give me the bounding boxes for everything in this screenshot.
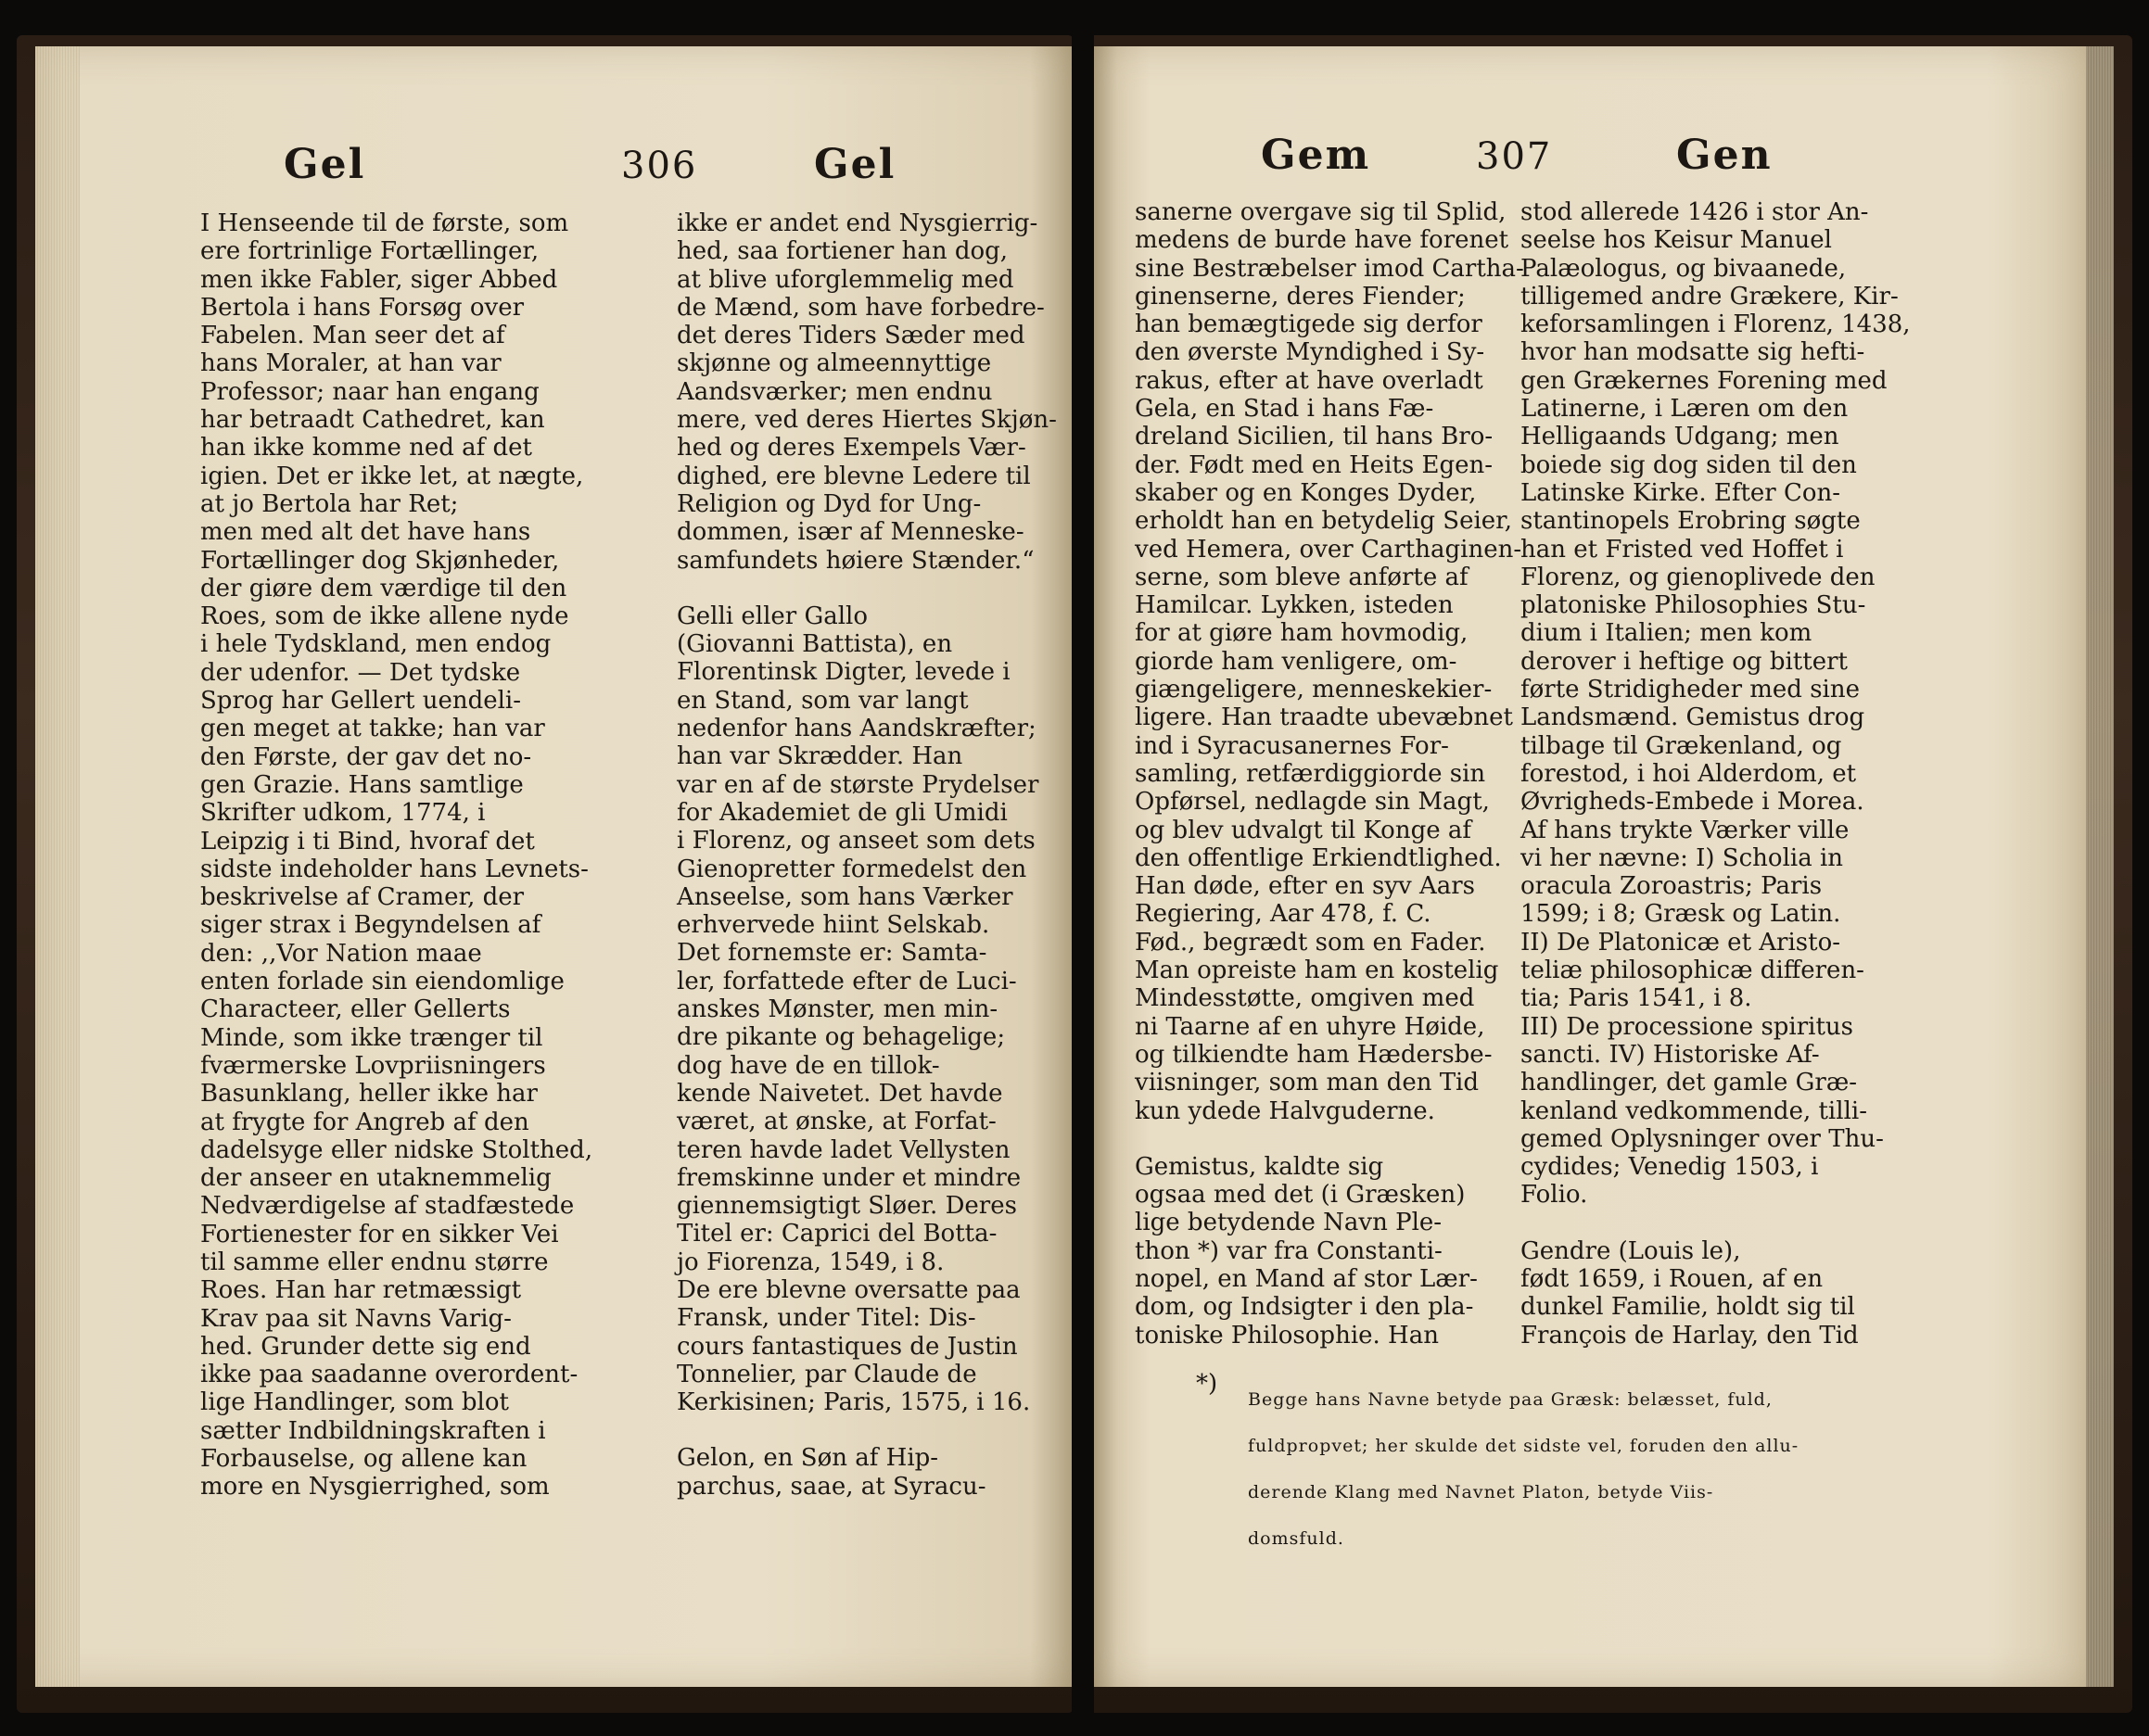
left-page-header xyxy=(284,141,365,188)
text-line: teren havde ladet Vellysten xyxy=(677,1135,1011,1164)
text-line: Folio. xyxy=(1520,1181,1588,1210)
text-line: Roes, som de ikke allene nyde xyxy=(200,602,569,631)
text-line: født 1659, i Rouen, af en xyxy=(1520,1264,1824,1293)
text-line: rakus, efter at have overladt xyxy=(1135,366,1483,395)
text-line: Kerkisinen; Paris, 1575, i 16. xyxy=(677,1388,1031,1417)
text-line: I Henseende til de første, som xyxy=(200,209,569,237)
text-line: Forbauselse, og allene kan xyxy=(200,1445,528,1474)
text-line: Palæologus, og bivaanede, xyxy=(1520,254,1847,283)
text-line: cydides; Venedig 1503, i xyxy=(1520,1153,1819,1182)
text-line: samling, retfærdiggiorde sin xyxy=(1135,759,1486,788)
text-line: Gemistus, kaldte sig xyxy=(1135,1152,1384,1181)
text-line: medens de burde have forenet xyxy=(1135,226,1509,255)
text-line: der udenfor. — Det tydske xyxy=(200,658,521,687)
text-line: Af hans trykte Værker ville xyxy=(1520,816,1850,844)
text-line: 1599; i 8; Græsk og Latin. xyxy=(1520,900,1841,929)
text-line: sancti. IV) Historiske Af- xyxy=(1520,1040,1820,1069)
text-line: gen Grækernes Forening med xyxy=(1520,366,1888,395)
text-line: forestod, i hoi Alderdom, et xyxy=(1520,759,1857,788)
text-line: enten forlade sin eiendomlige xyxy=(200,968,565,996)
left-header-left-word: Gel xyxy=(284,141,366,188)
text-line: lige Handlinger, som blot xyxy=(200,1388,509,1417)
text-line: skaber og en Konges Dyder, xyxy=(1135,478,1477,507)
text-line: François de Harlay, den Tid xyxy=(1520,1321,1859,1350)
text-line: Gelon, en Søn af Hip- xyxy=(677,1444,939,1473)
text-line: Florentinsk Digter, levede i xyxy=(677,658,1011,687)
text-line: III) De processione spiritus xyxy=(1520,1012,1854,1041)
text-line: i Florenz, og anseet som dets xyxy=(677,827,1036,855)
text-line: og blev udvalgt til Konge af xyxy=(1135,816,1471,844)
text-line: II) De Platonicæ et Aristo- xyxy=(1520,928,1841,957)
text-line: Gela, en Stad i hans Fæ- xyxy=(1135,395,1434,424)
text-line: domsfuld. xyxy=(1248,1528,1344,1549)
text-line: hvor han modsatte sig hefti- xyxy=(1520,338,1865,367)
text-line: der anseer en utaknemmelig xyxy=(200,1164,552,1193)
text-line: anskes Mønster, men min- xyxy=(677,995,998,1024)
text-line: fværmerske Lovpriisningers xyxy=(200,1051,546,1080)
text-line: oracula Zoroastris; Paris xyxy=(1520,872,1823,901)
text-line: jo Fiorenza, 1549, i 8. xyxy=(677,1248,945,1276)
text-line xyxy=(677,575,1057,602)
text-line: at blive uforglemmelig med xyxy=(677,265,1014,294)
text-line: sidste indeholder hans Levnets- xyxy=(200,855,589,883)
text-line: fuldpropvet; her skulde det sidste vel, foruden den allu- xyxy=(1248,1436,1799,1456)
text-line: ogsaa med det (i Græsken) xyxy=(1135,1181,1466,1210)
text-line: Fortællinger dog Skjønheder, xyxy=(200,546,560,575)
text-line: Mindesstøtte, omgiven med xyxy=(1135,984,1475,1013)
text-line: dadelsyge eller nidske Stolthed, xyxy=(200,1135,593,1164)
text-line: dighed, ere blevne Ledere til xyxy=(677,462,1031,490)
text-line: Florenz, og gienoplivede den xyxy=(1520,563,1876,591)
text-line: den øverste Myndighed i Sy- xyxy=(1135,338,1485,367)
right-page-edges xyxy=(2086,46,2114,1687)
text-line xyxy=(1135,1125,1524,1153)
text-line: i hele Tydskland, men endog xyxy=(200,630,552,659)
text-line: var en af de største Prydelser xyxy=(677,770,1039,799)
text-line: Aandsværker; men endnu xyxy=(677,377,993,406)
text-line: den: ,,Vor Nation maae xyxy=(200,939,482,968)
text-line: parchus, saae, at Syracu- xyxy=(677,1472,986,1501)
text-line: Sprog har Gellert uendeli- xyxy=(200,687,522,716)
text-line: more en Nysgierrighed, som xyxy=(200,1473,550,1502)
text-line: Leipzig i ti Bind, hvoraf det xyxy=(200,827,535,855)
text-line: boiede sig dog siden til den xyxy=(1520,450,1857,479)
text-line: ginenserne, deres Fiender; xyxy=(1135,282,1466,310)
text-line: han et Fristed ved Hoffet i xyxy=(1520,535,1844,564)
text-line: der. Født med en Heits Egen- xyxy=(1135,450,1494,479)
text-line: været, at ønske, at Forfat- xyxy=(677,1108,997,1136)
text-line: han ikke komme ned af det xyxy=(200,434,533,463)
text-line: Gienopretter formedelst den xyxy=(677,855,1027,883)
text-line: viisninger, som man den Tid xyxy=(1135,1069,1480,1097)
text-line: Minde, som ikke trænger til xyxy=(200,1023,543,1052)
text-line: Fabelen. Man seer det af xyxy=(200,322,505,350)
text-line: (Giovanni Battista), en xyxy=(677,630,953,659)
text-line: stod allerede 1426 i stor An- xyxy=(1520,198,1869,226)
text-line: samfundets høiere Stænder.“ xyxy=(677,546,1035,575)
text-line: den Første, der gav det no- xyxy=(200,742,532,771)
text-line: Krav paa sit Navns Varig- xyxy=(200,1304,512,1333)
text-line: Titel er: Caprici del Botta- xyxy=(677,1220,998,1248)
text-line: dunkel Familie, holdt sig til xyxy=(1520,1293,1855,1322)
text-line: har betraadt Cathedret, kan xyxy=(200,406,545,435)
text-line: Fransk, under Titel: Dis- xyxy=(677,1304,976,1333)
right-header-right-wrap xyxy=(1676,132,1773,179)
text-line: tilbage til Grækenland, og xyxy=(1520,731,1842,760)
text-line: Anseelse, som hans Værker xyxy=(677,882,1013,911)
text-line: serne, som bleve anførte af xyxy=(1135,563,1469,591)
text-line: hed og deres Exempels Vær- xyxy=(677,434,1026,463)
text-line xyxy=(677,1416,1057,1444)
right-page-column-1 xyxy=(1135,198,1524,1350)
text-line: platoniske Philosophies Stu- xyxy=(1520,591,1866,620)
text-line: keforsamlingen i Florenz, 1438, xyxy=(1520,310,1911,339)
text-line: men med alt det have hans xyxy=(200,518,531,547)
text-line: kende Naivetet. Det havde xyxy=(677,1079,1003,1108)
text-line: han var Skrædder. Han xyxy=(677,742,963,771)
text-line: dom, og Indsigter i den pla- xyxy=(1135,1293,1474,1322)
text-line: Gelli eller Gallo xyxy=(677,602,869,630)
text-line: dommen, især af Menneske- xyxy=(677,518,1024,547)
text-line: hed, saa fortiener han dog, xyxy=(677,237,1009,266)
text-line: det deres Tiders Sæder med xyxy=(677,322,1025,350)
text-line: Professor; naar han engang xyxy=(200,377,540,406)
text-line: dreland Sicilien, til hans Bro- xyxy=(1135,423,1494,451)
text-line: Nedværdigelse af stadfæstede xyxy=(200,1192,575,1221)
right-header-left-wrap xyxy=(1261,132,1370,179)
left-page-column-2 xyxy=(677,209,1057,1501)
left-page-column-1 xyxy=(200,209,592,1502)
text-line: Opførsel, nedlagde sin Magt, xyxy=(1135,788,1490,817)
text-line: dre pikante og behagelige; xyxy=(677,1023,1006,1052)
text-line: toniske Philosophie. Han xyxy=(1135,1321,1439,1350)
text-line: Skrifter udkom, 1774, i xyxy=(200,799,486,828)
text-line: skjønne og almeennyttige xyxy=(677,349,992,378)
left-header-right-wrap xyxy=(814,141,896,188)
text-line: ved Hemera, over Carthaginen- xyxy=(1135,535,1522,564)
text-line: at jo Bertola har Ret; xyxy=(200,489,459,518)
text-line: Begge hans Navne betyde paa Græsk: belæsset, fuld, xyxy=(1248,1389,1773,1410)
text-line: den offentlige Erkiendtlighed. xyxy=(1135,843,1502,872)
right-page-column-2 xyxy=(1520,198,1911,1350)
text-line: men ikke Fabler, siger Abbed xyxy=(200,265,558,294)
text-line: sanerne overgave sig til Splid, xyxy=(1135,198,1507,226)
text-line: for Akademiet de gli Umidi xyxy=(677,798,1008,827)
text-line: Bertola i hans Forsøg over xyxy=(200,293,525,322)
text-line: kenland vedkommende, tilli- xyxy=(1520,1096,1867,1125)
text-line: Regiering, Aar 478, f. C. xyxy=(1135,900,1431,929)
text-line: derover i heftige og bittert xyxy=(1520,647,1848,676)
page-number-307: 307 xyxy=(1476,135,1553,178)
text-line: dog have de en tillok- xyxy=(677,1051,940,1080)
text-line: Hamilcar. Lykken, isteden xyxy=(1135,591,1454,620)
text-line: Roes. Han har retmæssigt xyxy=(200,1276,522,1305)
text-line: Religion og Dyd for Ung- xyxy=(677,489,982,518)
text-line: sætter Indbildningskraften i xyxy=(200,1416,546,1445)
text-line: Landsmænd. Gemistus drog xyxy=(1520,703,1865,732)
text-line: gemed Oplysninger over Thu- xyxy=(1520,1124,1884,1153)
text-line: erhvervede hiint Selskab. xyxy=(677,911,990,940)
text-line: cours fantastiques de Justin xyxy=(677,1332,1018,1361)
text-line xyxy=(1520,1210,1911,1237)
right-header-left-word: Gem xyxy=(1261,132,1371,179)
text-line: en Stand, som var langt xyxy=(677,686,969,715)
text-line: stantinopels Erobring søgte xyxy=(1520,507,1861,536)
text-line: til samme eller endnu større xyxy=(200,1248,549,1276)
text-line: de Mænd, som have forbedre- xyxy=(677,293,1045,322)
page-number-306: 306 xyxy=(621,145,698,187)
text-line: Fortienester for en sikker Vei xyxy=(200,1220,559,1248)
text-line: mere, ved deres Hiertes Skjøn- xyxy=(677,406,1057,435)
text-line: derende Klang med Navnet Platon, betyde Viis- xyxy=(1248,1482,1714,1502)
text-line: ikke paa saadanne overordent- xyxy=(200,1361,579,1389)
text-line: at frygte for Angreb af den xyxy=(200,1108,529,1136)
right-page-number-wrap xyxy=(1476,135,1552,178)
left-page-number-wrap xyxy=(621,145,697,187)
text-line: ind i Syracusanernes For- xyxy=(1135,731,1449,760)
text-line: giængeligere, menneskekier- xyxy=(1135,676,1493,704)
text-line: ligere. Han traadte ubevæbnet xyxy=(1135,703,1513,732)
left-page-edges xyxy=(35,46,80,1687)
text-line: hed. Grunder dette sig end xyxy=(200,1332,531,1361)
text-line: giorde ham venligere, om- xyxy=(1135,647,1457,676)
text-line: ler, forfattede efter de Luci- xyxy=(677,967,1017,995)
left-page xyxy=(35,46,1072,1687)
left-header-right-word: Gel xyxy=(814,141,896,188)
text-line: ikke er andet end Nysgierrig- xyxy=(677,209,1038,237)
text-line: tilligemed andre Grækere, Kir- xyxy=(1520,282,1899,310)
text-line: fremskinne under et mindre xyxy=(677,1163,1022,1192)
text-line: seelse hos Keisur Manuel xyxy=(1520,226,1832,255)
text-line: nopel, en Mand af stor Lær- xyxy=(1135,1264,1478,1293)
text-line: Gendre (Louis le), xyxy=(1520,1236,1741,1265)
text-line: giennemsigtigt Sløer. Deres xyxy=(677,1192,1017,1221)
text-line: beskrivelse af Cramer, der xyxy=(200,883,525,912)
footnote-mark: *) xyxy=(1196,1370,1218,1398)
text-line: handlinger, det gamle Græ- xyxy=(1520,1069,1858,1097)
text-line: nedenfor hans Aandskræfter; xyxy=(677,715,1036,743)
text-line: dium i Italien; men kom xyxy=(1520,619,1812,648)
text-line: Han døde, efter en syv Aars xyxy=(1135,872,1476,901)
text-line: Fød., begrædt som en Fader. xyxy=(1135,928,1486,957)
text-line: der giøre dem værdige til den xyxy=(200,574,567,602)
text-line: Man opreiste ham en kostelig xyxy=(1135,957,1499,985)
text-line: ni Taarne af en uhyre Høide, xyxy=(1135,1012,1485,1041)
spread-gutter xyxy=(1072,0,1094,1736)
right-page xyxy=(1094,46,2086,1687)
text-line: sine Bestræbelser imod Cartha- xyxy=(1135,254,1524,283)
text-line: kun ydede Halvguderne. xyxy=(1135,1096,1435,1125)
text-line: teliæ philosophicæ differen- xyxy=(1520,957,1864,985)
text-line: Basunklang, heller ikke har xyxy=(200,1080,538,1109)
right-header-right-word: Gen xyxy=(1676,132,1773,179)
text-line: erholdt han en betydelig Seier, xyxy=(1135,507,1513,536)
text-line: han bemægtigede sig derfor xyxy=(1135,310,1482,339)
text-line: siger strax i Begyndelsen af xyxy=(200,911,541,940)
text-line: hans Moraler, at han var xyxy=(200,349,502,378)
text-line: De ere blevne oversatte paa xyxy=(677,1275,1021,1304)
text-line: Øvrigheds-Embede i Morea. xyxy=(1520,788,1864,817)
text-line: thon *) var fra Constanti- xyxy=(1135,1236,1443,1265)
text-line: førte Stridigheder med sine xyxy=(1520,676,1861,704)
text-line: igien. Det er ikke let, at nægte, xyxy=(200,462,584,490)
text-line: Det fornemste er: Samta- xyxy=(677,939,987,968)
text-line: for at giøre ham hovmodig, xyxy=(1135,619,1469,648)
text-line: Latinerne, i Læren om den xyxy=(1520,395,1849,424)
footnote xyxy=(1248,1368,1799,1571)
text-line: gen Grazie. Hans samtlige xyxy=(200,770,524,799)
text-line: lige betydende Navn Ple- xyxy=(1135,1209,1443,1237)
text-line: og tilkiendte ham Hædersbe- xyxy=(1135,1040,1493,1069)
text-line: gen meget at takke; han var xyxy=(200,715,545,743)
text-line: Characteer, eller Gellerts xyxy=(200,995,511,1024)
text-line: ere fortrinlige Fortællinger, xyxy=(200,237,540,266)
text-line: Tonnelier, par Claude de xyxy=(677,1360,977,1388)
text-line: vi her nævne: I) Scholia in xyxy=(1520,843,1844,872)
text-line: tia; Paris 1541, i 8. xyxy=(1520,984,1752,1013)
text-line: Latinske Kirke. Efter Con- xyxy=(1520,478,1841,507)
text-line: Helligaands Udgang; men xyxy=(1520,423,1839,451)
